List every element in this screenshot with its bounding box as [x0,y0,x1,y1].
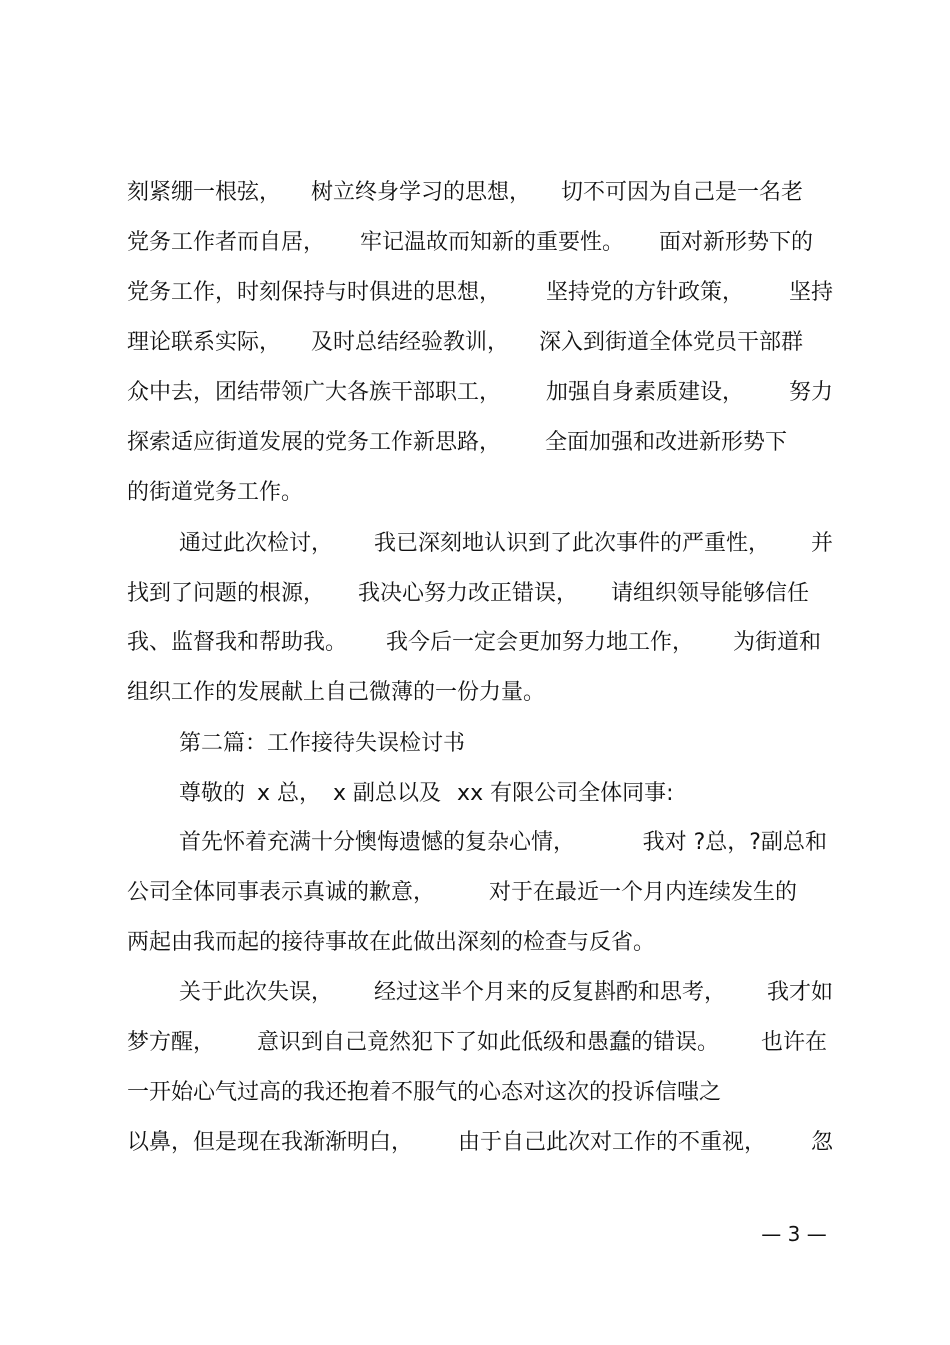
text-line-6 [127,426,833,460]
text-line-7 [127,476,833,510]
text-segment: 我今后一定会更加努力地工作， [385,630,694,655]
text-segment: 我才如 [766,980,833,1005]
page-number: — 3 — [761,1222,827,1246]
text-segment: 切不可因为自己是一名老 [560,180,803,205]
text-segment: 刻紧绷一根弦， [127,180,282,205]
text-segment: 关于此次失误， [179,980,334,1005]
section-heading [179,727,833,761]
text-segment: 理论联系实际， [127,330,282,355]
text-segment: x 总， [257,781,322,806]
text-segment: 我对 ?总，?副总和 [642,830,827,855]
text-segment: 党务工作，时刻保持与时俱进的思想， [127,280,502,305]
text-line-16 [127,926,833,960]
text-segment: 组织工作的发展献上自己微薄的一份力量。 [127,680,546,705]
text-segment: 树立终身学习的思想， [310,180,531,205]
salutation-line [179,777,833,811]
text-segment: 梦方醒， [127,1030,216,1055]
text-segment: 为街道和 [732,630,821,655]
text-line-3 [127,276,833,310]
text-line-10 [127,626,833,660]
text-segment: 一开始心气过高的我还抱着不服气的心态对这次的投诉信嗤之 [127,1080,722,1105]
text-segment: 经过这半个月来的反复斟酌和思考， [373,980,726,1005]
text-line-8 [179,527,833,561]
text-line-19 [127,1076,833,1110]
text-line-17 [179,976,833,1010]
text-segment: 我决心努力改正错误， [357,581,578,606]
text-segment: 探索适应街道发展的党务工作新思路， [127,430,502,455]
text-line-9 [127,577,833,611]
text-segment: 努力 [788,380,833,405]
text-segment: 第二篇：工作接待失误检讨书 [179,731,466,756]
text-line-1 [127,176,833,210]
text-segment: 全面加强和改进新形势下 [545,430,788,455]
text-segment: 忽 [810,1130,833,1155]
text-segment: x 副总以及 [333,781,442,806]
text-segment: 两起由我而起的接待事故在此做出深刻的检查与反省。 [127,930,656,955]
text-segment: 并 [810,531,833,556]
text-line-14 [179,826,833,860]
text-segment: 加强自身素质建设， [545,380,744,405]
text-segment: 首先怀着充满十分懊悔遗憾的复杂心情， [179,830,576,855]
text-segment: 面对新形势下的 [658,230,813,255]
text-segment: 公司全体同事表示真诚的歉意， [127,880,436,905]
text-segment: 我已深刻地认识到了此次事件的严重性， [373,531,770,556]
text-segment: xx 有限公司全体同事: [457,781,674,806]
text-line-18 [127,1026,833,1060]
text-segment: 意识到自己竟然犯下了如此低级和愚蠢的错误。 [256,1030,719,1055]
text-segment: 通过此次检讨， [179,531,334,556]
text-line-2 [127,226,833,260]
text-segment: 也许在 [760,1030,827,1055]
text-segment: 及时总结经验教训， [310,330,509,355]
text-segment: 党务工作者而自居， [127,230,326,255]
text-segment: 众中去，团结带领广大各族干部职工， [127,380,502,405]
text-segment: 请组织领导能够信任 [610,581,809,606]
text-line-15 [127,876,833,910]
text-segment: 我、监督我和帮助我。 [127,630,348,655]
text-line-11 [127,676,833,710]
text-segment: 坚持 [788,280,833,305]
text-segment: 的街道党务工作。 [127,480,304,505]
text-segment: 尊敬的 [179,781,246,806]
text-segment: 对于在最近一个月内连续发生的 [488,880,797,905]
text-line-5 [127,376,833,410]
text-segment: 坚持党的方针政策， [545,280,744,305]
text-segment: 由于自己此次对工作的不重视， [457,1130,766,1155]
text-segment: 以鼻，但是现在我渐渐明白， [127,1130,414,1155]
text-line-4 [127,326,833,360]
text-segment: 深入到街道全体党员干部群 [538,330,803,355]
text-line-20 [127,1126,833,1160]
text-segment: 找到了问题的根源， [127,581,326,606]
text-segment: 牢记温故而知新的重要性。 [359,230,624,255]
